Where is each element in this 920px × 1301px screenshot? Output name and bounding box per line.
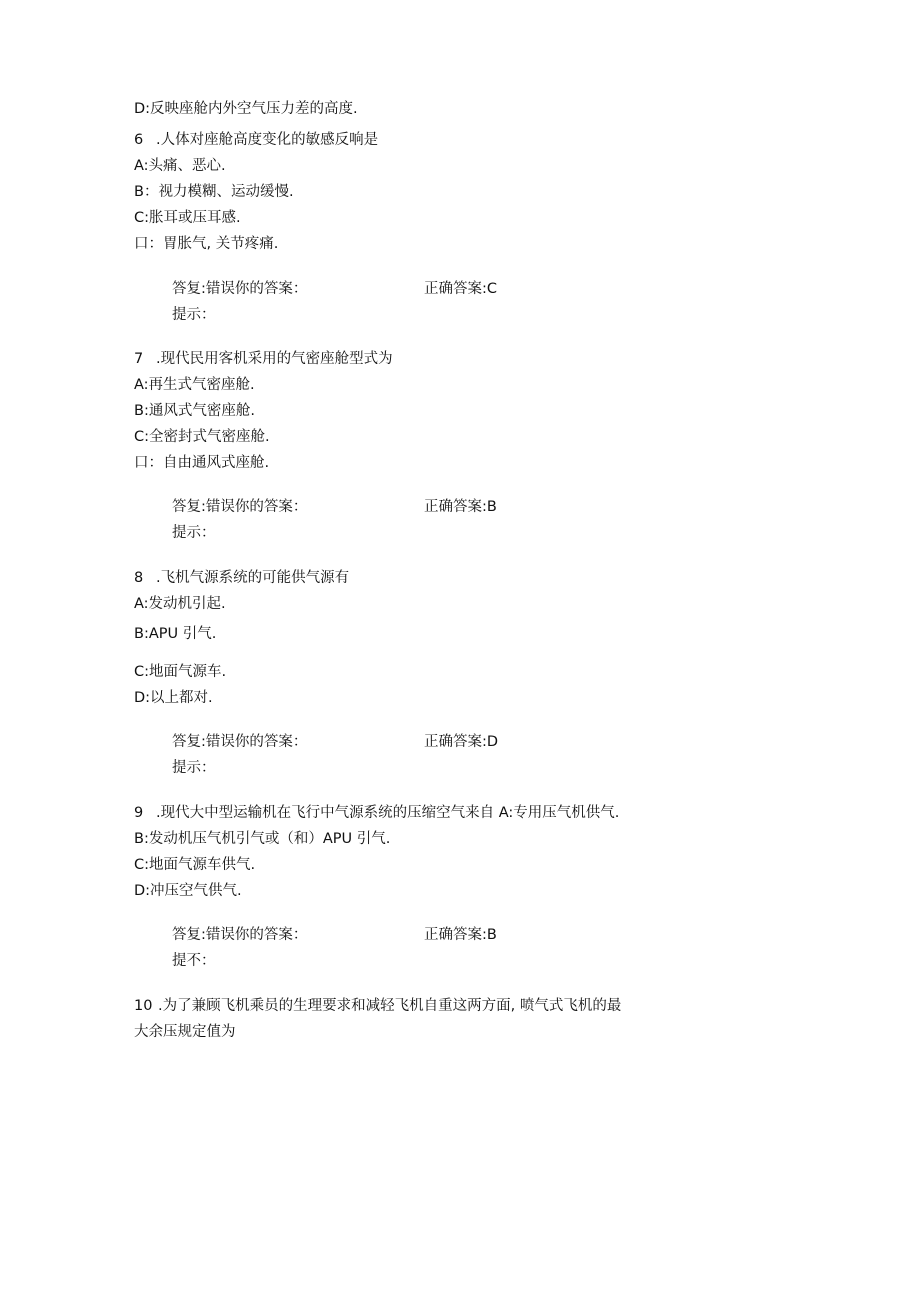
q6-hint: 提示：	[172, 307, 216, 323]
question-8-stem	[134, 570, 349, 587]
question-10-stem-continued: 大余压规定值为	[134, 1024, 236, 1040]
correct-answer: 正确答案:C	[424, 281, 498, 297]
q8-option-d: D:以上都对.	[134, 690, 213, 706]
q6-option-c: C:胀耳或压耳感.	[134, 210, 241, 226]
your-answer-label: 答复:错误你的答案：	[172, 927, 308, 943]
q9-hint: 提不：	[172, 953, 216, 969]
q9-option-d: D:冲压空气供气.	[134, 883, 242, 899]
question-text: .现代大中型运输机在飞行中气源系统的压缩空气来自 A:专用压气机供气.	[156, 805, 620, 821]
question-6-stem	[134, 132, 378, 149]
q9-option-b: B:发动机压气机引气或（和）APU 引气.	[134, 831, 391, 847]
q9-option-c: C:地面气源车供气.	[134, 857, 256, 873]
question-10-stem	[134, 998, 621, 1015]
question-number: 9	[134, 805, 144, 821]
option-d-previous: D:反映座舱内外空气压力差的高度.	[134, 101, 358, 117]
q7-option-c: C:全密封式气密座舱.	[134, 429, 270, 445]
q7-option-d: 口：自由通风式座舱.	[134, 455, 270, 471]
q7-option-b: B:通风式气密座舱.	[134, 403, 255, 419]
your-answer-label: 答复:错误你的答案：	[172, 499, 308, 515]
correct-answer: 正确答案:B	[424, 499, 497, 515]
question-number: 6	[134, 132, 144, 148]
q7-hint: 提示：	[172, 525, 216, 541]
q8-option-c: C:地面气源车.	[134, 664, 227, 680]
your-answer-label: 答复:错误你的答案：	[172, 734, 308, 750]
q6-option-d: 口：胃胀气, 关节疼痛.	[134, 236, 279, 252]
question-9-stem	[134, 805, 619, 822]
question-text: .人体对座舱高度变化的敏感反响是	[156, 132, 379, 148]
question-number: 8	[134, 570, 144, 586]
question-text: .为了兼顾飞机乘员的生理要求和减轻飞机自重这两方面, 喷气式飞机的最	[158, 998, 622, 1014]
question-text: .飞机气源系统的可能供气源有	[156, 570, 350, 586]
correct-answer: 正确答案:D	[424, 734, 499, 750]
q7-option-a: A:再生式气密座舱.	[134, 377, 255, 393]
question-text: .现代民用客机采用的气密座舱型式为	[156, 351, 393, 367]
question-7-stem	[134, 351, 393, 368]
q6-option-b: B：视力模糊、运动缓慢.	[134, 184, 294, 200]
correct-answer: 正确答案:B	[424, 927, 497, 943]
q8-option-b: B:APU 引气.	[134, 626, 217, 642]
q6-option-a: A:头痛、恶心.	[134, 158, 226, 174]
your-answer-label: 答复:错误你的答案：	[172, 281, 308, 297]
q8-hint: 提示：	[172, 760, 216, 776]
question-number: 10	[134, 998, 153, 1014]
question-number: 7	[134, 351, 144, 367]
q8-option-a: A:发动机引起.	[134, 596, 226, 612]
